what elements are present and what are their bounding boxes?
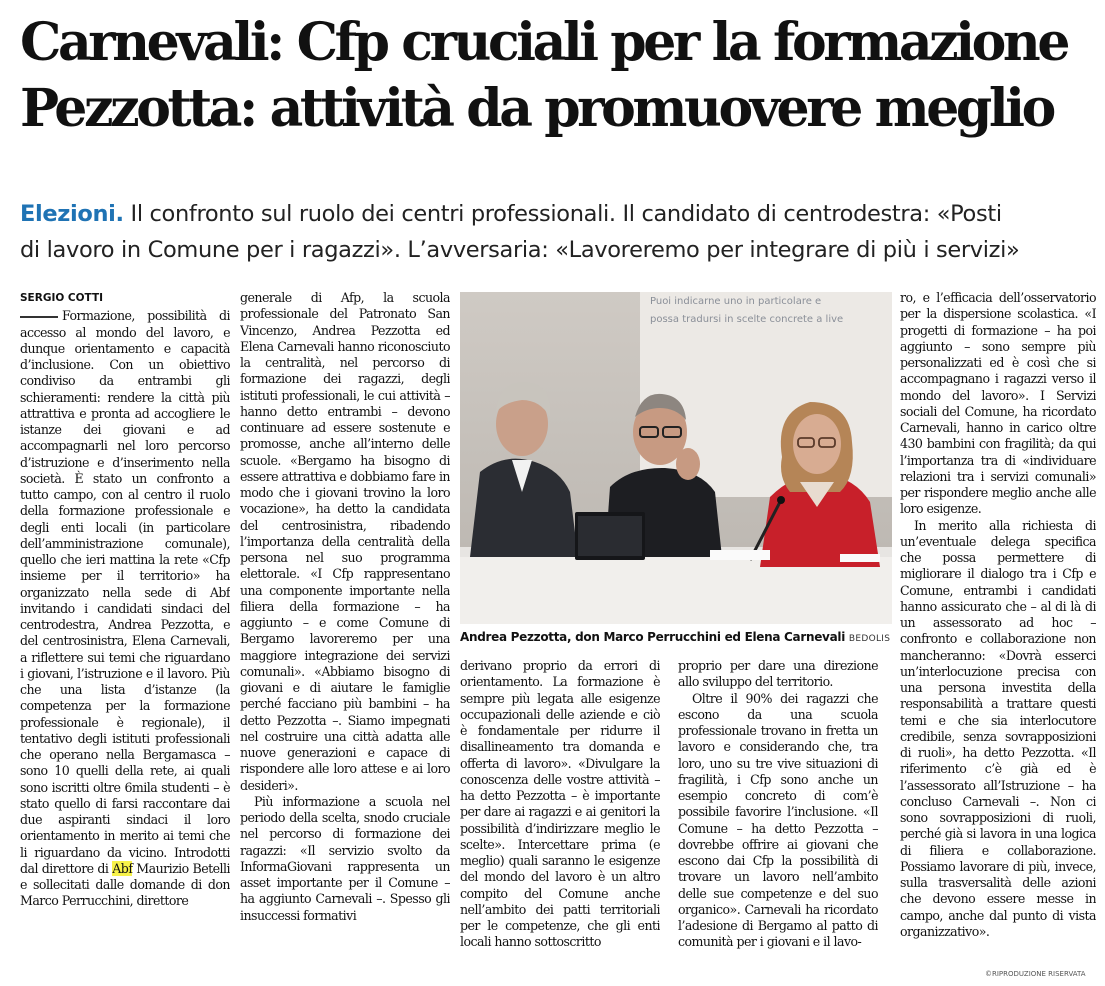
laptop	[575, 512, 645, 560]
headline-line-1: Carnevali: Cfp cruciali per la formazione	[20, 12, 1068, 73]
article-column-5	[900, 290, 1096, 966]
byline: SERGIO COTTI	[20, 292, 104, 304]
headline	[20, 10, 1095, 142]
article-column-2	[240, 290, 450, 980]
section-kicker: Elezioni.	[20, 201, 124, 227]
column-2-paragraph-1: generale di Afp, la scuola professionale del Patronato San Vincenzo, Andrea Pezzotta ed Elena Carnevali hanno riconosciuto la centralità, nel percorso di formazione dei ragazzi, degli istituti professionali, le cui attività – hanno detto entrambi – devono continuare ad essere sostenute e promosse, anche all’interno delle scuole. «Bergamo ha bisogno di essere attrattiva e dobbiamo fare in modo che i giovani trovino la loro vocazione», ha detto la candidata del centrosinistra, ribadendo l’importanza della centralità della persona nel suo programma elettorale. «I Cfp rappresentano una componente importante nella filiera della formazione – ha aggiunto – e come Comune di Bergamo lavoreremo per una maggiore integrazione dei servizi comunali». «Abbiamo bisogno di giovani e di aiutare le famiglie perché facciano più bambini – ha detto Pezzotta –. Siamo impegnati nel costruire una città adatta alle nuove generazioni e capace di rispondere alle loro attese e ai loro desideri».	[240, 290, 450, 793]
column-4-paragraph-1: proprio per dare una direzione allo sviluppo del territorio.	[678, 658, 878, 690]
column-4-paragraph-2: Oltre il 90% dei ragazzi che escono da una scuola professionale trovano in fretta un lavoro e considerando che, tra loro, uno su tre vive situazioni di fragilità, i Cfp sono anche un esempio concreto di com’è possibile favorire l’inclusione. «Il Comune – ha detto Pezzotta – dovrebbe offrire ai giovani che escono dai Cfp la possibilità di trovare un lavoro nell’ambito delle sue competenze e del suo organico». Carnevali ha ricordato l’adesione di Bergamo al patto di comunità per i giovani e il lavo-	[678, 690, 878, 950]
copyright-notice: ©RIPRODUZIONE RISERVATA	[985, 970, 1086, 978]
screen-text-1: Puoi indicarne uno in particolare e	[650, 296, 822, 307]
article-photo	[460, 292, 892, 624]
column-1-paragraph-end: Maurizio Betelli e sollecitati dalle domande di don Marco Perrucchini, direttore	[20, 860, 230, 909]
article-column-3	[460, 658, 660, 980]
article-column-1	[20, 290, 230, 980]
subheadline	[20, 196, 1095, 268]
subheadline-line-1: Il confronto sul ruolo dei centri professionali. Il candidato di centrodestra: «Posti	[123, 201, 1002, 227]
column-5-paragraph-1: ro, e l’efficacia dell’osservatorio per la dispersione scolastica. «I progetti di formazione – ha poi aggiunto – sono sempre più personalizzati ed è così che si accompagnano i ragazzi verso il mondo del lavoro». I Servizi sociali del Comune, ha ricordato Carnevali, hanno in carico oltre 430 bambini con fragilità; da qui l’importanza tra di «individuare relazioni tra i servizi comunali» per rispondere meglio anche alle loro esigenze.	[900, 290, 1096, 517]
subheadline-line-2: di lavoro in Comune per i ragazzi». L’avversaria: «Lavoreremo per integrare di più i servizi»	[20, 237, 1020, 263]
lead-dash	[20, 316, 58, 318]
column-3-paragraph: derivano proprio da errori di orientamento. La formazione è sempre più legata alle esigenze occupazionali delle aziende e ciò è fondamentale per ridurre il disallineamento tra domanda e offerta di lavoro». «Divulgare la conoscenza delle vostre attività – ha detto Pezzotta – è importante per dare ai ragazzi e ai genitori la possibilità d’indirizzare meglio le scelte». Intercettare prima (e meglio) quali saranno le esigenze del mondo del lavoro è un altro compito del Comune anche nell’ambito dei patti territoriali per le competenze, che gli enti locali hanno sottoscritto	[460, 658, 660, 950]
photo-caption	[460, 630, 900, 644]
photo-credit: BEDOLIS	[848, 634, 891, 644]
column-1-paragraph: Formazione, possibilità di accesso al mondo del lavoro, e dunque orientamento e capacità d’inclusione. Con un obiettivo condiviso da entrambi gli schieramenti: rendere la città più attrattiva e pronta ad accogliere le istanze dei giovani e ad accompagnarli nel loro percorso d’istruzione e d’inserimento nella società. È stato un confronto a tutto campo, con al centro il ruolo della formazione professionale e degli enti locali (in particolare dell’amministrazione comunale), quello che ieri mattina la rete «Cfp insieme per il territorio» ha organizzato nella sede di Abf invitando i candidati sindaci del centrodestra, Andrea Pezzotta, e del centrosinistra, Elena Carnevali, a riflettere sui temi che riguardano i giovani, l’istruzione e il lavoro. Più che una lista d’istanze (la competenza per la formazione professionale è regionale), il tentativo degli istituti professionali che operano nella Bergamasca – sono 10 quelli della rete, ai quali sono iscritti oltre 6mila studenti – è stato quello di farsi raccontare dai due aspiranti sindaci il loro orientamento in merito ai temi che li riguardano da vicino. Introdotti dal direttore di	[20, 308, 230, 876]
caption-text: Andrea Pezzotta, don Marco Perrucchini ed Elena Carnevali	[460, 630, 846, 644]
column-5-paragraph-2: In merito alla richiesta di un’eventuale delega specifica che possa permettere di migliorare il dialogo tra i Cfp e Comune, entrambi i candidati hanno assicurato che – al di là di un assessorato ad hoc – confronto e collaborazione non mancheranno: «Dovrà esserci un’interlocuzione precisa con una persona investita della responsabilità a trattare questi temi e che sia interlocutore credibile, senza sovrapposizioni di ruoli», ha detto Pezzotta. «Il riferimento c’è già ed è l’assessorato all’Istruzione – ha concluso Carnevali –. Non ci sono sovrapposizioni di ruoli, perché già si lavora in una logica di filiera e collaborazione. Possiamo lavorare di più, invece, sulla trasversalità delle azioni che devono essere messe in campo, anche dal punto di vista organizzativo».	[900, 517, 1096, 939]
highlighted-term: Abf	[112, 860, 133, 876]
column-2-paragraph-2: Più informazione a scuola nel periodo della scelta, snodo cruciale nel percorso di formazione dei ragazzi: «Il servizio svolto da InformaGiovani rappresenta un asset importante per il Comune – ha aggiunto Carnevali –. Spesso gli insuccessi formativi	[240, 793, 450, 923]
papers	[710, 550, 770, 560]
article-column-4	[678, 658, 878, 980]
photo-illustration	[460, 292, 892, 624]
headline-line-2: Pezzotta: attività da promuovere meglio	[20, 78, 1053, 139]
screen-text-2: possa tradursi in scelte concrete a live	[650, 314, 844, 325]
